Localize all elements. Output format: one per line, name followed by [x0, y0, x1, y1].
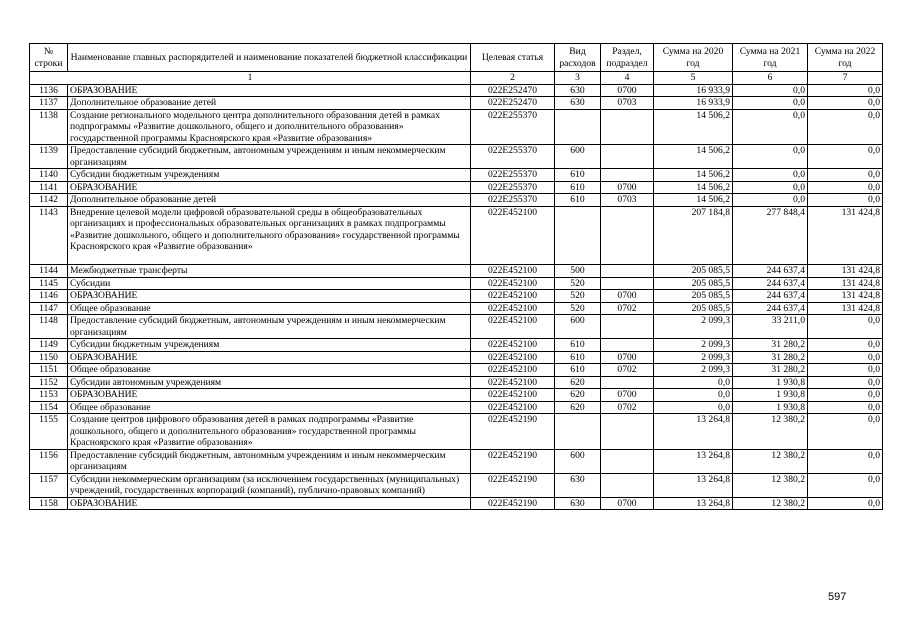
row-target-article: 022E452100: [471, 290, 555, 303]
row-expense-kind: 610: [555, 351, 601, 364]
row-sum-2021: 12 380,2: [733, 414, 808, 450]
row-expense-kind: 610: [555, 339, 601, 352]
row-name: Дополнительное образование детей: [68, 97, 471, 110]
row-section: 0700: [601, 290, 654, 303]
row-sum-2022: 0,0: [808, 194, 883, 207]
row-name: Общее образование: [68, 401, 471, 414]
row-sum-2022: 131 424,8: [808, 277, 883, 290]
page-number: 597: [828, 591, 847, 603]
row-section: [601, 206, 654, 265]
row-sum-2020: 13 264,8: [654, 497, 733, 510]
table-row: [30, 339, 883, 352]
row-section: 0703: [601, 194, 654, 207]
row-number: 1148: [30, 315, 68, 339]
column-number: 5: [654, 72, 733, 85]
row-sum-2021: 12 380,2: [733, 449, 808, 473]
header-expense-kind: Вид расходов: [555, 44, 601, 72]
table-row: [30, 351, 883, 364]
row-expense-kind: 610: [555, 181, 601, 194]
row-sum-2022: 0,0: [808, 181, 883, 194]
header-target-article: Целевая статья: [471, 44, 555, 72]
table-row: [30, 389, 883, 402]
row-expense-kind: 630: [555, 473, 601, 497]
row-expense-kind: [555, 109, 601, 145]
row-expense-kind: [555, 206, 601, 265]
row-target-article: 022E452190: [471, 414, 555, 450]
row-sum-2021: 0,0: [733, 109, 808, 145]
row-section: [601, 414, 654, 450]
column-number: 2: [471, 72, 555, 85]
row-number: 1156: [30, 449, 68, 473]
row-name: Создание центров цифрового образования детей в рамках подпрограммы «Развитие дошкольного, общего и дополнительного образования» государственной программы Красноярского края «Развитие образования»: [68, 414, 471, 450]
row-sum-2022: 131 424,8: [808, 290, 883, 303]
row-expense-kind: 600: [555, 145, 601, 169]
row-number: 1142: [30, 194, 68, 207]
row-name: Дополнительное образование детей: [68, 194, 471, 207]
row-section: 0700: [601, 351, 654, 364]
row-number: 1139: [30, 145, 68, 169]
row-expense-kind: [555, 414, 601, 450]
table-row: [30, 84, 883, 97]
row-sum-2020: 14 506,2: [654, 109, 733, 145]
row-sum-2021: 33 211,0: [733, 315, 808, 339]
row-expense-kind: 520: [555, 277, 601, 290]
header-row-number: № строки: [30, 44, 68, 72]
row-sum-2020: 2 099,3: [654, 351, 733, 364]
row-sum-2021: 244 637,4: [733, 277, 808, 290]
row-number: 1151: [30, 364, 68, 377]
row-sum-2020: 2 099,3: [654, 315, 733, 339]
row-sum-2020: 14 506,2: [654, 169, 733, 182]
row-expense-kind: 520: [555, 302, 601, 315]
column-number: 1: [30, 72, 471, 85]
row-section: [601, 473, 654, 497]
table-row: [30, 194, 883, 207]
table-row: [30, 473, 883, 497]
row-target-article: 022E452100: [471, 389, 555, 402]
row-sum-2022: 131 424,8: [808, 206, 883, 265]
table-row: [30, 414, 883, 450]
row-expense-kind: 610: [555, 169, 601, 182]
table-row: [30, 497, 883, 510]
row-target-article: 022E255370: [471, 169, 555, 182]
row-sum-2022: 0,0: [808, 414, 883, 450]
row-name: Субсидии бюджетным учреждениям: [68, 169, 471, 182]
row-section: 0702: [601, 302, 654, 315]
row-expense-kind: 620: [555, 389, 601, 402]
row-sum-2020: 205 085,5: [654, 277, 733, 290]
row-expense-kind: 610: [555, 194, 601, 207]
row-number: 1144: [30, 265, 68, 278]
row-number: 1145: [30, 277, 68, 290]
row-sum-2021: 1 930,8: [733, 376, 808, 389]
row-target-article: 022E452100: [471, 277, 555, 290]
row-name: Создание регионального модельного центра дополнительного образования детей в рамках подпрограммы «Развитие дошкольного, общего и дополнительного образования» государственной программы Красноярского края «Развитие образования»: [68, 109, 471, 145]
row-target-article: 022E452190: [471, 473, 555, 497]
row-sum-2021: 1 930,8: [733, 389, 808, 402]
row-sum-2022: 0,0: [808, 351, 883, 364]
row-name: Субсидии бюджетным учреждениям: [68, 339, 471, 352]
row-number: 1138: [30, 109, 68, 145]
row-sum-2020: 205 085,5: [654, 265, 733, 278]
row-section: 0700: [601, 389, 654, 402]
row-name: ОБРАЗОВАНИЕ: [68, 497, 471, 510]
row-target-article: 022E452100: [471, 206, 555, 265]
row-sum-2021: 1 930,8: [733, 401, 808, 414]
header-sum-2020: Сумма на 2020 год: [654, 44, 733, 72]
row-target-article: 022E452190: [471, 497, 555, 510]
row-section: 0702: [601, 364, 654, 377]
row-sum-2022: 0,0: [808, 389, 883, 402]
row-section: [601, 315, 654, 339]
row-sum-2020: 16 933,9: [654, 97, 733, 110]
row-sum-2020: 205 085,5: [654, 302, 733, 315]
table-row: [30, 145, 883, 169]
row-sum-2022: 0,0: [808, 97, 883, 110]
row-sum-2022: 0,0: [808, 497, 883, 510]
row-number: 1154: [30, 401, 68, 414]
row-sum-2020: 205 085,5: [654, 290, 733, 303]
header-section: Раздел, подраздел: [601, 44, 654, 72]
row-name: ОБРАЗОВАНИЕ: [68, 84, 471, 97]
row-number: 1155: [30, 414, 68, 450]
row-name: ОБРАЗОВАНИЕ: [68, 290, 471, 303]
row-section: [601, 109, 654, 145]
row-name: Общее образование: [68, 302, 471, 315]
row-target-article: 022E255370: [471, 109, 555, 145]
row-expense-kind: 520: [555, 290, 601, 303]
row-expense-kind: 610: [555, 364, 601, 377]
table-row: [30, 290, 883, 303]
row-name: Предоставление субсидий бюджетным, автономным учреждениям и иным некоммерческим организациям: [68, 449, 471, 473]
row-expense-kind: 620: [555, 376, 601, 389]
row-expense-kind: 630: [555, 497, 601, 510]
row-sum-2020: 13 264,8: [654, 449, 733, 473]
row-name: Субсидии: [68, 277, 471, 290]
row-target-article: 022E452100: [471, 376, 555, 389]
row-expense-kind: 600: [555, 449, 601, 473]
table-header-row: [30, 44, 883, 72]
table-row: [30, 449, 883, 473]
row-expense-kind: 500: [555, 265, 601, 278]
row-sum-2022: 0,0: [808, 449, 883, 473]
table-row: [30, 315, 883, 339]
row-sum-2022: 0,0: [808, 376, 883, 389]
row-name: ОБРАЗОВАНИЕ: [68, 351, 471, 364]
row-target-article: 022E452100: [471, 315, 555, 339]
row-sum-2021: 0,0: [733, 194, 808, 207]
row-number: 1141: [30, 181, 68, 194]
row-sum-2021: 31 280,2: [733, 364, 808, 377]
budget-table: [29, 43, 883, 510]
row-section: [601, 339, 654, 352]
table-row: [30, 206, 883, 265]
row-target-article: 022E452100: [471, 339, 555, 352]
row-target-article: 022E452190: [471, 449, 555, 473]
row-sum-2022: 0,0: [808, 339, 883, 352]
row-sum-2020: 16 933,9: [654, 84, 733, 97]
row-sum-2022: 131 424,8: [808, 302, 883, 315]
table-body: [30, 84, 883, 510]
row-sum-2020: 13 264,8: [654, 414, 733, 450]
row-number: 1146: [30, 290, 68, 303]
row-number: 1136: [30, 84, 68, 97]
row-name: ОБРАЗОВАНИЕ: [68, 389, 471, 402]
row-target-article: 022E452100: [471, 351, 555, 364]
row-section: [601, 277, 654, 290]
row-section: 0703: [601, 97, 654, 110]
row-sum-2020: 13 264,8: [654, 473, 733, 497]
column-number: 6: [733, 72, 808, 85]
row-target-article: 022E452100: [471, 302, 555, 315]
row-sum-2021: 244 637,4: [733, 290, 808, 303]
table-row: [30, 97, 883, 110]
column-number: 3: [555, 72, 601, 85]
row-sum-2022: 131 424,8: [808, 265, 883, 278]
row-sum-2020: 14 506,2: [654, 145, 733, 169]
row-name: Субсидии автономным учреждениям: [68, 376, 471, 389]
row-target-article: 022E255370: [471, 181, 555, 194]
row-name: Общее образование: [68, 364, 471, 377]
row-number: 1137: [30, 97, 68, 110]
row-sum-2020: 2 099,3: [654, 364, 733, 377]
table-row: [30, 277, 883, 290]
row-expense-kind: 620: [555, 401, 601, 414]
document-page: [29, 43, 883, 510]
row-sum-2020: 0,0: [654, 401, 733, 414]
table-row: [30, 364, 883, 377]
row-target-article: 022E252470: [471, 97, 555, 110]
row-number: 1149: [30, 339, 68, 352]
table-row: [30, 169, 883, 182]
row-sum-2020: 14 506,2: [654, 194, 733, 207]
row-target-article: 022E252470: [471, 84, 555, 97]
row-name: Внедрение целевой модели цифровой образовательной среды в общеобразовательных организациях и профессиональных образовательных организациях в рамках подпрограммы «Развитие дошкольного, общего и дополнительного образования» государственной программы Красноярского края «Развитие образования»: [68, 206, 471, 265]
row-number: 1158: [30, 497, 68, 510]
row-sum-2022: 0,0: [808, 473, 883, 497]
table-row: [30, 302, 883, 315]
row-sum-2021: 244 637,4: [733, 265, 808, 278]
table-row: [30, 376, 883, 389]
row-target-article: 022E255370: [471, 145, 555, 169]
row-name: Межбюджетные трансферты: [68, 265, 471, 278]
row-section: 0700: [601, 497, 654, 510]
row-name: ОБРАЗОВАНИЕ: [68, 181, 471, 194]
row-sum-2022: 0,0: [808, 364, 883, 377]
row-section: [601, 265, 654, 278]
row-sum-2022: 0,0: [808, 401, 883, 414]
row-number: 1157: [30, 473, 68, 497]
row-name: Предоставление субсидий бюджетным, автономным учреждениям и иным некоммерческим организациям: [68, 145, 471, 169]
header-sum-2022: Сумма на 2022 год: [808, 44, 883, 72]
column-number: 4: [601, 72, 654, 85]
table-row: [30, 265, 883, 278]
row-sum-2022: 0,0: [808, 315, 883, 339]
row-sum-2021: 0,0: [733, 145, 808, 169]
row-sum-2020: 207 184,8: [654, 206, 733, 265]
column-number: 7: [808, 72, 883, 85]
row-sum-2020: 14 506,2: [654, 181, 733, 194]
row-section: 0700: [601, 84, 654, 97]
header-classification-name: Наименование главных распорядителей и наименование показателей бюджетной классификации: [68, 44, 471, 72]
row-number: 1140: [30, 169, 68, 182]
row-sum-2021: 0,0: [733, 97, 808, 110]
row-sum-2022: 0,0: [808, 109, 883, 145]
row-sum-2021: 12 380,2: [733, 473, 808, 497]
table-row: [30, 109, 883, 145]
table-row: [30, 401, 883, 414]
row-number: 1153: [30, 389, 68, 402]
row-sum-2021: 277 848,4: [733, 206, 808, 265]
row-number: 1147: [30, 302, 68, 315]
row-section: [601, 169, 654, 182]
row-number: 1150: [30, 351, 68, 364]
row-sum-2021: 31 280,2: [733, 339, 808, 352]
row-sum-2020: 0,0: [654, 376, 733, 389]
row-target-article: 022E452100: [471, 364, 555, 377]
row-target-article: 022E255370: [471, 194, 555, 207]
row-sum-2020: 0,0: [654, 389, 733, 402]
row-section: [601, 449, 654, 473]
row-sum-2021: 244 637,4: [733, 302, 808, 315]
column-number-row: [30, 72, 883, 85]
row-number: 1143: [30, 206, 68, 265]
row-sum-2022: 0,0: [808, 84, 883, 97]
row-expense-kind: 630: [555, 97, 601, 110]
row-name: Субсидии некоммерческим организациям (за исключением государственных (муниципальных) учреждений, государственных корпораций (компаний), публично-правовых компаний): [68, 473, 471, 497]
row-target-article: 022E452100: [471, 265, 555, 278]
header-sum-2021: Сумма на 2021 год: [733, 44, 808, 72]
row-number: 1152: [30, 376, 68, 389]
row-sum-2021: 31 280,2: [733, 351, 808, 364]
row-section: [601, 145, 654, 169]
row-expense-kind: 600: [555, 315, 601, 339]
row-sum-2021: 0,0: [733, 84, 808, 97]
row-section: 0702: [601, 401, 654, 414]
row-sum-2021: 0,0: [733, 181, 808, 194]
row-section: [601, 376, 654, 389]
row-sum-2022: 0,0: [808, 145, 883, 169]
row-target-article: 022E452100: [471, 401, 555, 414]
row-expense-kind: 630: [555, 84, 601, 97]
row-name: Предоставление субсидий бюджетным, автономным учреждениям и иным некоммерческим организациям: [68, 315, 471, 339]
row-sum-2021: 12 380,2: [733, 497, 808, 510]
row-sum-2021: 0,0: [733, 169, 808, 182]
table-row: [30, 181, 883, 194]
row-sum-2022: 0,0: [808, 169, 883, 182]
row-sum-2020: 2 099,3: [654, 339, 733, 352]
row-section: 0700: [601, 181, 654, 194]
